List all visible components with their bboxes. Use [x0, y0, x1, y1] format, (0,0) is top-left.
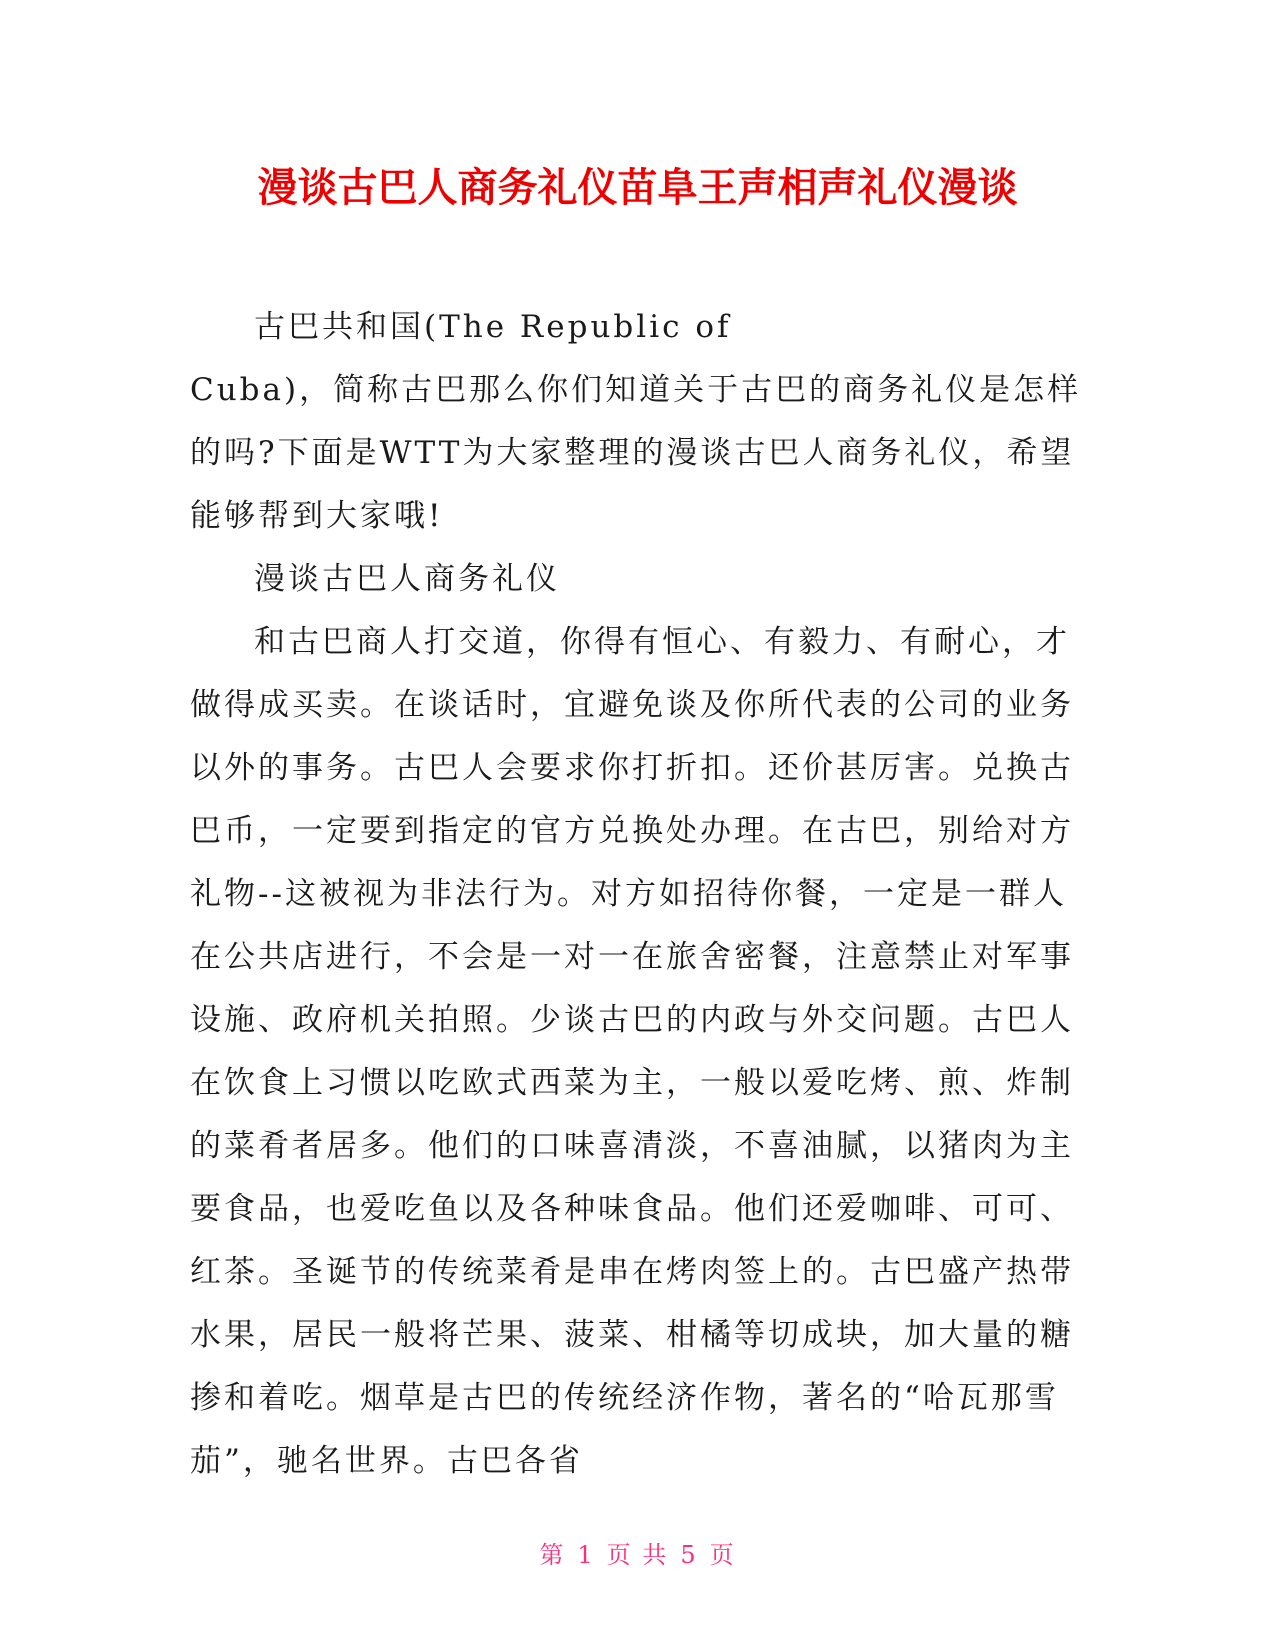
- section-subheading: 漫谈古巴人商务礼仪: [254, 561, 560, 597]
- footer-suffix: 页: [709, 1541, 736, 1569]
- intro-first-line: 古巴共和国(The Republic of: [254, 309, 732, 345]
- body-paragraph: 和古巴商人打交道，你得有恒心、有毅力、有耐心，才做得成买卖。在谈话时，宜避免谈及你所代表的公司的业务以外的事务。古巴人会要求你打折扣。还价甚厉害。兑换古巴币，一定要到指定的官方兑换处办理。在古巴，别给对方礼物--这被视为非法行为。对方如招待你餐，一定是一群人在公共店进行，不会是一对一在旅舍密餐，注意禁止对军事设施、政府机关拍照。少谈古巴的内政与外交问题。古巴人在饮食上习惯以吃欧式西菜为主，一般以爱吃烤、煎、炸制的菜肴者居多。他们的口味喜清淡，不喜油腻，以猪肉为主要食品，也爱吃鱼以及各种味食品。他们还爱咖啡、可可、红茶。圣诞节的传统菜肴是串在烤肉签上的。古巴盛产热带水果，居民一般将芒果、菠菜、柑橘等切成块，加大量的糖掺和着吃。烟草是古巴的传统经济作物，著名的“哈瓦那雪茄”，驰名世界。古巴各省: [190, 624, 1074, 1479]
- page-footer: [0, 1540, 1275, 1570]
- footer-page-total: 5: [680, 1541, 698, 1569]
- intro-paragraph: [190, 296, 1090, 548]
- document-title: 漫谈古巴人商务礼仪苗阜王声相声礼仪漫谈: [257, 165, 1018, 211]
- footer-prefix: 第: [539, 1541, 566, 1569]
- document-body: [190, 296, 1090, 1493]
- footer-page-number: 1: [577, 1541, 595, 1569]
- intro-continuation: Cuba)，简称古巴那么你们知道关于古巴的商务礼仪是怎样的吗?下面是WTT为大家整理的漫谈古巴人商务礼仪，希望能够帮到大家哦!: [190, 372, 1082, 534]
- footer-middle: 页 共: [606, 1541, 669, 1569]
